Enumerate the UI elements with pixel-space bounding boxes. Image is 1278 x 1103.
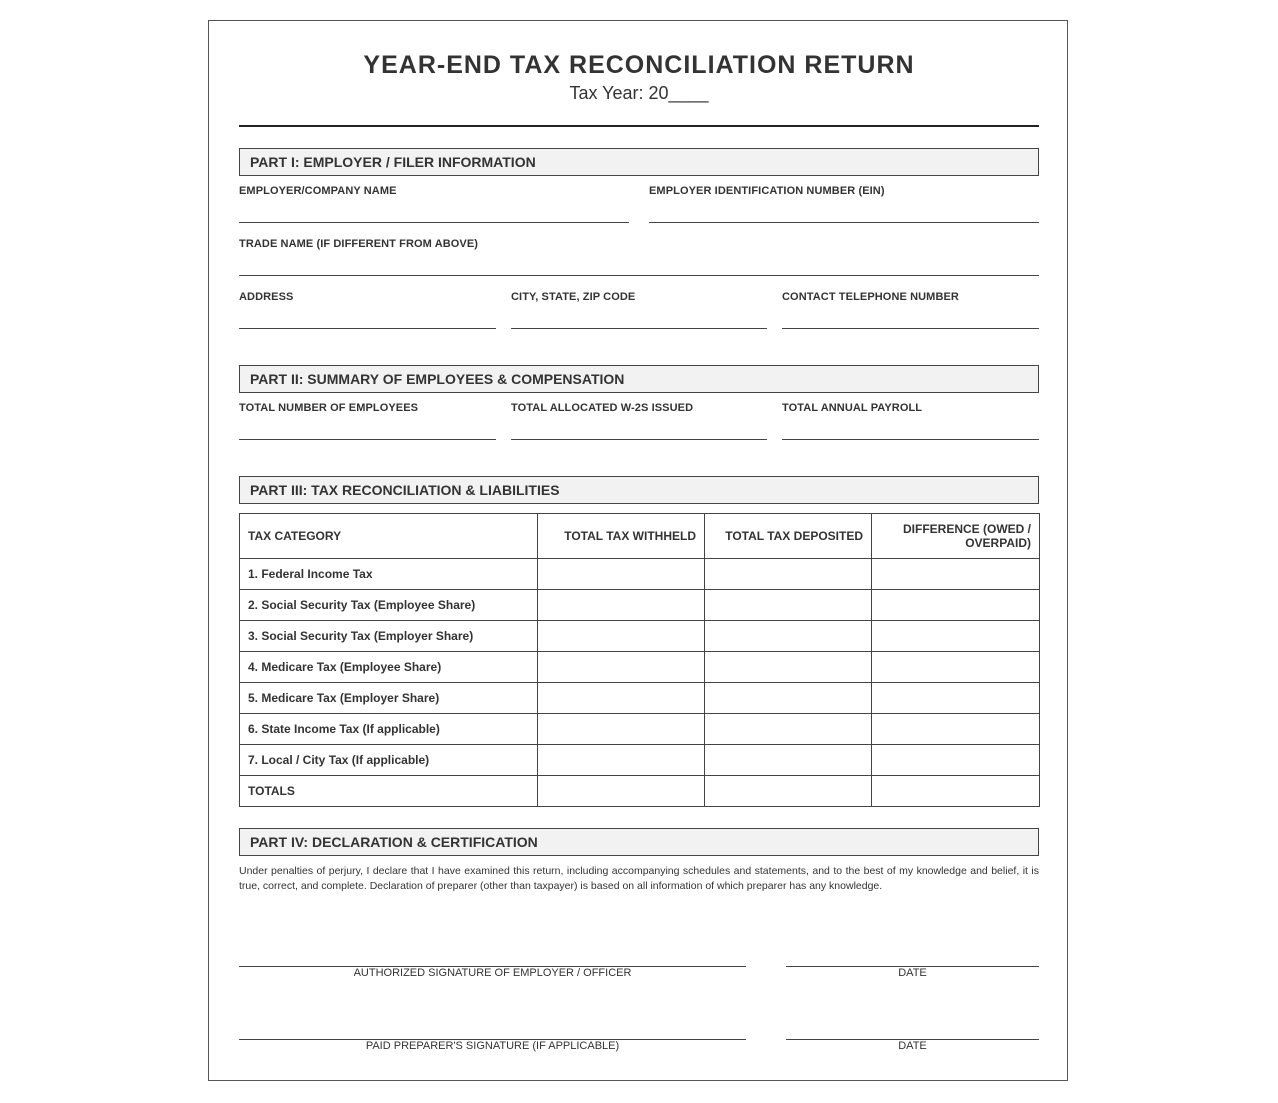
tax-year-line: Tax Year: 20____ [569,83,709,103]
employer-name-field[interactable] [239,185,629,223]
tax-category-cell: 4. Medicare Tax (Employee Share) [240,652,538,683]
annual-payroll-label: TOTAL ANNUAL PAYROLL [782,402,923,414]
table-row [240,652,1040,683]
employer-name-label: EMPLOYER/COMPANY NAME [239,185,397,197]
table-row [240,683,1040,714]
trade-name-input-line[interactable] [239,275,1039,276]
table-row [240,590,1040,621]
tax-reconciliation-table [239,513,1040,807]
trade-name-label: TRADE NAME (IF DIFFERENT FROM ABOVE) [239,238,479,250]
phone-field[interactable] [782,291,1039,329]
w2-count-input-line[interactable] [511,439,767,440]
annual-payroll-input-line[interactable] [782,439,1039,440]
tax-category-cell: 6. State Income Tax (If applicable) [240,714,538,745]
city-state-zip-input-line[interactable] [511,328,767,329]
ein-input-line[interactable] [649,222,1039,223]
deposited-cell[interactable] [705,652,872,683]
deposited-cell[interactable] [705,590,872,621]
difference-cell[interactable] [872,590,1040,621]
tax-category-cell: 5. Medicare Tax (Employer Share) [240,683,538,714]
employer-name-input-line[interactable] [239,222,629,223]
address-input-line[interactable] [239,328,496,329]
table-row [240,559,1040,590]
deposited-cell[interactable] [705,621,872,652]
declaration-text: Under penalties of perjury, I declare that I have examined this return, including accompanying schedules and statements, and to the best of my knowledge and belief, it is true, correct, and complete. Declaration of preparer (other than taxpayer) is based on all information of which preparer has any knowledge. [239,865,1039,892]
withheld-cell[interactable] [538,745,705,776]
table-row [240,621,1040,652]
form-page [208,20,1068,1081]
column-header: TOTAL TAX WITHHELD [538,514,705,559]
difference-cell[interactable] [872,683,1040,714]
ein-label: EMPLOYER IDENTIFICATION NUMBER (EIN) [649,185,885,197]
column-header: TAX CATEGORY [240,514,538,559]
tax-category-cell: 7. Local / City Tax (If applicable) [240,745,538,776]
annual-payroll-field[interactable] [782,402,1039,440]
deposited-cell[interactable] [705,714,872,745]
part3-heading: PART III: TAX RECONCILIATION & LIABILITIES [239,476,1039,504]
tax-category-cell: 1. Federal Income Tax [240,559,538,590]
city-state-zip-label: CITY, STATE, ZIP CODE [511,291,636,303]
table-row [240,714,1040,745]
difference-cell[interactable] [872,621,1040,652]
employer-signature-label: AUTHORIZED SIGNATURE OF EMPLOYER / OFFICER [353,967,632,979]
difference-cell[interactable] [872,745,1040,776]
phone-input-line[interactable] [782,328,1039,329]
part4-heading: PART IV: DECLARATION & CERTIFICATION [239,828,1039,856]
difference-cell[interactable] [872,559,1040,590]
table-header-row [240,514,1040,559]
difference-cell[interactable] [872,714,1040,745]
city-state-zip-field[interactable] [511,291,767,329]
deposited-cell[interactable] [705,559,872,590]
withheld-total-cell[interactable] [538,776,705,807]
deposited-cell[interactable] [705,683,872,714]
totals-row [240,776,1040,807]
totals-label-cell: TOTALS [240,776,538,807]
withheld-cell[interactable] [538,559,705,590]
preparer-signature-label: PAID PREPARER'S SIGNATURE (IF APPLICABLE) [365,1040,620,1052]
deposited-total-cell[interactable] [705,776,872,807]
w2-count-field[interactable] [511,402,767,440]
column-header: TOTAL TAX DEPOSITED [705,514,872,559]
w2-count-label: TOTAL ALLOCATED W-2S ISSUED [511,402,694,414]
column-header: DIFFERENCE (OWED / OVERPAID) [872,514,1040,559]
withheld-cell[interactable] [538,714,705,745]
withheld-cell[interactable] [538,652,705,683]
employees-count-input-line[interactable] [239,439,496,440]
withheld-cell[interactable] [538,621,705,652]
deposited-cell[interactable] [705,745,872,776]
address-label: ADDRESS [239,291,294,303]
address-field[interactable] [239,291,496,329]
phone-label: CONTACT TELEPHONE NUMBER [782,291,959,303]
difference-cell[interactable] [872,652,1040,683]
tax-category-cell: 3. Social Security Tax (Employer Share) [240,621,538,652]
table-row [240,745,1040,776]
withheld-cell[interactable] [538,683,705,714]
employees-count-label: TOTAL NUMBER OF EMPLOYEES [239,402,419,414]
withheld-cell[interactable] [538,590,705,621]
employer-date-label: DATE [898,967,927,979]
difference-total-cell[interactable] [872,776,1040,807]
part2-heading: PART II: SUMMARY OF EMPLOYEES & COMPENSATION [239,365,1039,393]
title-divider [239,125,1039,127]
part1-heading: PART I: EMPLOYER / FILER INFORMATION [239,148,1039,176]
tax-category-cell: 2. Social Security Tax (Employee Share) [240,590,538,621]
employees-count-field[interactable] [239,402,496,440]
ein-field[interactable] [649,185,1039,223]
trade-name-field[interactable] [239,238,1039,276]
preparer-date-label: DATE [898,1040,927,1052]
form-title: YEAR-END TAX RECONCILIATION RETURN [363,51,915,79]
